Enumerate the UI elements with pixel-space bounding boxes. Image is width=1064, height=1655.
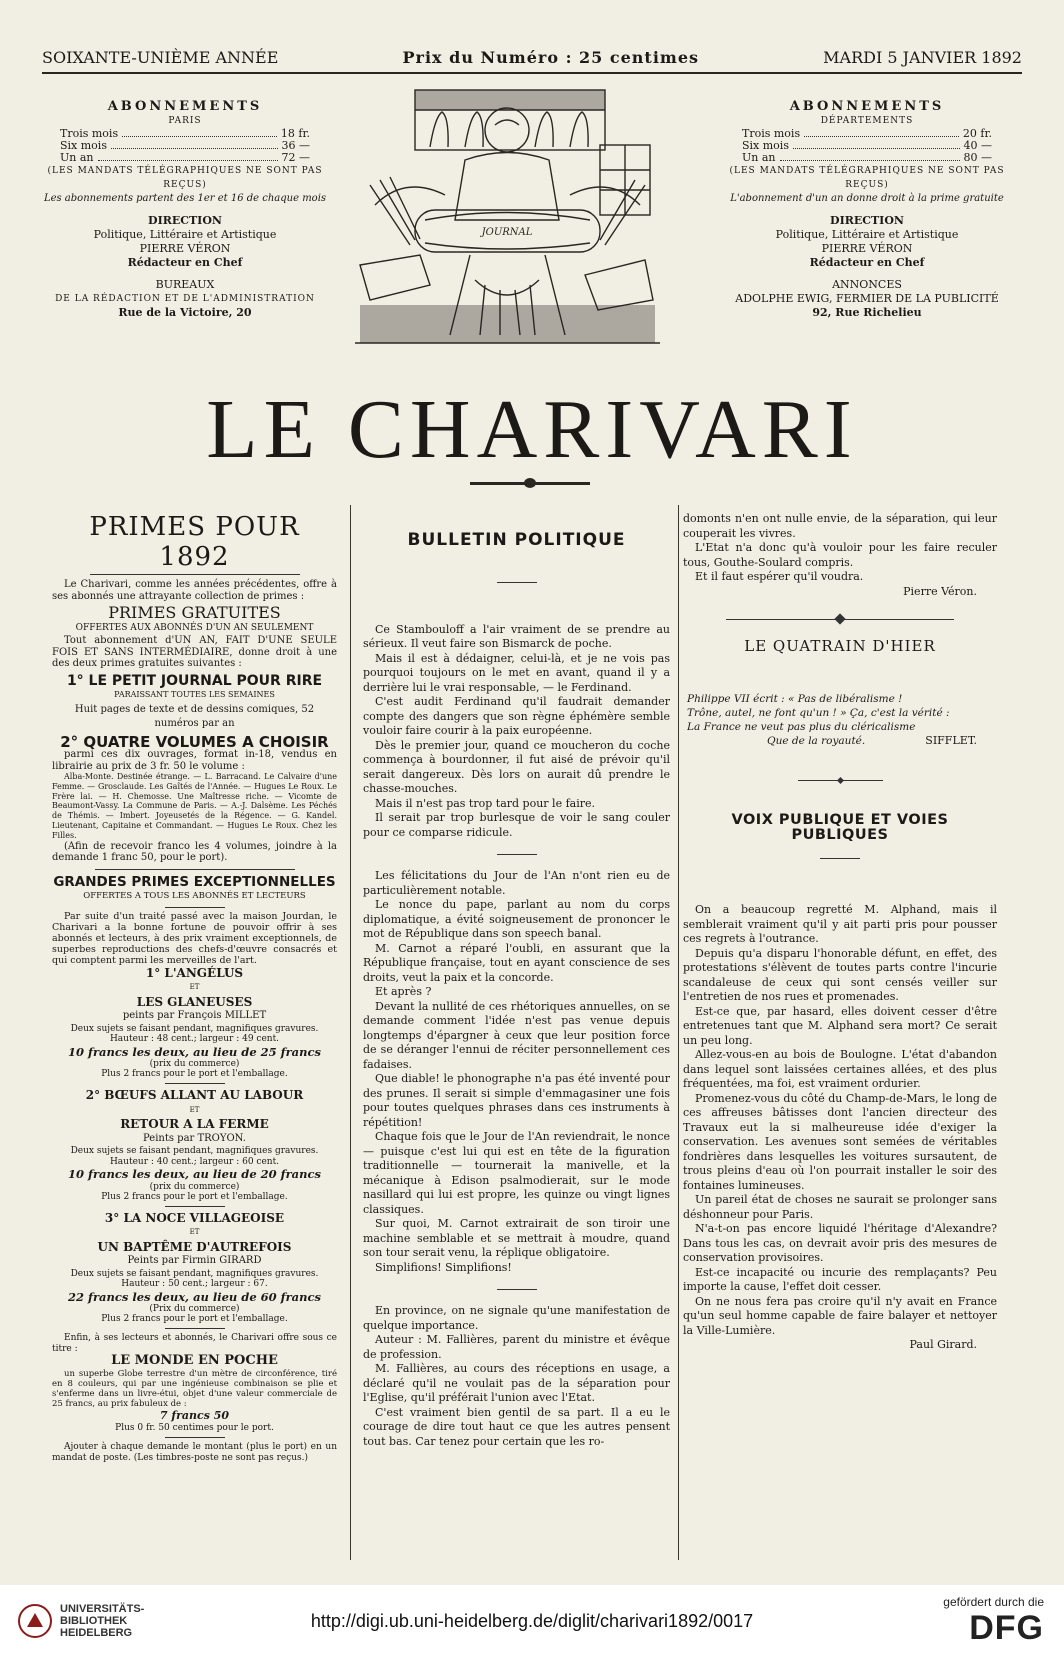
paragraph: Ce Stambouloff a l'air vraiment de se prendre au sérieux. Il veut faire son Bismarck de poche.: [363, 622, 670, 650]
g2-title-b: RETOUR A LA FERME: [120, 1117, 269, 1132]
dfg-logo-text: DFG: [969, 1609, 1044, 1647]
paragraph: Est-ce que, par hasard, elles doivent cesser d'être entretenues tant que M. Alphand sera mort? Ce serait un peu long.: [683, 1004, 997, 1047]
g1-text: Deux sujets se faisant pendant, magnifiques gravures. Hauteur : 48 cent.; largeur : 49 cent.: [70, 1023, 319, 1045]
price-label: Prix du Numéro : 25 centimes: [402, 47, 700, 67]
paragraph: Et après ?: [375, 985, 432, 998]
masthead-ornament: [524, 478, 536, 488]
paragraph: Il serait par trop burlesque de voir le sang couler pour ce comparse ridicule.: [363, 811, 670, 839]
verse-line: Que de la royauté.: [767, 734, 866, 747]
signature-girard: Paul Girard.: [909, 1338, 977, 1351]
annonces-title: ANNONCES: [832, 278, 902, 291]
price-row: Six mois 36 —: [60, 139, 310, 152]
prime2-note: (Afin de recevoir franco les 4 volumes, joindre à la demande 1 franc 50, pour le port).: [52, 840, 337, 864]
paragraph: On a beaucoup regretté M. Alphand, mais il semblerait vraiment qu'il y ait parti pris pour pousser ces regrets à l'outrance.: [683, 903, 997, 945]
verse-line: Philippe VII écrit : « Pas de libéralisme !: [687, 692, 903, 705]
illustration-journal-label: JOURNAL: [481, 227, 533, 238]
paragraph: M. Fallières, au cours des réceptions en usage, a déclaré qu'il ne voulait pas de la séparation pour l'Eglise, qu'il préférait l'union avec l'Etat.: [363, 1362, 670, 1404]
paragraph: Chaque fois que le Jour de l'An reviendrait, le nonce — puisque c'est lui qui est en tête de la figuration traditionnelle — tournerait la manivelle, et la mécanique à Edison psalmodierait, sur le mode nasillard qui lui est propre, les quinze ou vingt lignes classiques.: [363, 1130, 670, 1216]
paragraph: Dès le premier jour, quand ce moucheron du coche commença à bourdonner, il fut aisé de prévoir qu'il serait dangereux. Dès lors on aurait dû prendre le chasse-mouches.: [363, 738, 670, 795]
direction-name: PIERRE VÉRON: [139, 242, 231, 255]
g3-price: 22 francs les deux, au lieu de 60 francs: [68, 1289, 321, 1304]
paragraph: N'a-t-on pas encore liquidé l'héritage d'Alexandre? Dans tous les cas, on devrait avoir pris des mesures de conservation provisoires.: [683, 1222, 997, 1264]
monde-intro: Enfin, à ses lecteurs et abonnés, le Charivari offre sous ce titre :: [52, 1333, 337, 1354]
paragraph: Sur quoi, M. Carnot extrairait de son tiroir une machine semblable et se mettrait à moudre, quand son tour serait venu, la réplique obligatoire.: [363, 1217, 670, 1259]
annonces-line: ADOLPHE EWIG, FERMIER DE LA PUBLICITÉ: [735, 292, 999, 305]
direction-line: Politique, Littéraire et Artistique: [775, 228, 959, 241]
primes-final: Ajouter à chaque demande le montant (plus le port) en un mandat de poste. (Les timbres-poste ne sont pas reçus.): [52, 1442, 337, 1463]
monde-price: 7 francs 50: [159, 1408, 230, 1422]
column-bulletin: [363, 505, 670, 1449]
column-primes: [52, 512, 337, 1463]
price-row: Six mois 40 —: [742, 139, 992, 152]
column-right: [683, 512, 997, 1353]
newspaper-masthead: LE CHARIVARI: [206, 383, 858, 476]
paragraph: C'est vraiment bien gentil de sa part. Il a eu le courage de dire tout haut ce que les autres pensent tout bas. Car tenez pour certain que les ro-: [363, 1405, 670, 1448]
prime1-text: Huit pages de texte et de dessins comiques, 52 numéros par an: [74, 703, 315, 729]
g3-price-sub: (Prix du commerce): [149, 1304, 240, 1315]
gratuites-sub: OFFERTES AUX ABONNÉS D'UN AN SEULEMENT: [75, 622, 314, 633]
primes-intro: Le Charivari, comme les années précédentes, offre à ses abonnés une attrayante collection de primes :: [52, 579, 337, 602]
ornament-separator: [683, 778, 997, 783]
prime1-sub: PARAISSANT TOUTES LES SEMAINES: [114, 690, 275, 699]
gratuites-text: Tout abonnement d'UN AN, FAIT D'UNE SEULE FOIS ET SANS INTERMÉDIAIRE, donne droit à une des deux primes gratuites suivantes :: [52, 635, 337, 669]
grandes-title: GRANDES PRIMES EXCEPTIONNELLES: [53, 873, 336, 890]
g3-title: 3° LA NOCE VILLAGEOISE: [104, 1210, 285, 1225]
monde-text: un superbe Globe terrestre d'un mètre de circonférence, tiré en 8 couleurs, qui par une ingénieuse combinaison se plie et s'enferme dans un livre-étui, objet d'une valeur commerciale de 25 francs, au prix fabuleux de :: [52, 1368, 337, 1409]
g3-author: Peints par Firmin GIRARD: [127, 1255, 262, 1267]
g2-author: Peints par TROYON.: [143, 1132, 246, 1144]
price-row: Un an 80 —: [742, 151, 992, 164]
abo-title: ABONNEMENTS: [789, 99, 945, 114]
prime2-text: parmi ces dix ouvrages, format in-18, vendus en librairie au prix de 3 fr. 50 le volume :: [52, 749, 337, 772]
price-row: Un an 72 —: [60, 151, 310, 164]
g2-port: Plus 2 francs pour le port et l'emballage.: [101, 1191, 288, 1202]
monde-port: Plus 0 fr. 50 centimes pour le port.: [115, 1423, 274, 1434]
direction-name: PIERRE VÉRON: [821, 242, 913, 255]
paragraph: En province, on ne signale qu'une manifestation de quelque importance.: [363, 1304, 670, 1332]
paragraph: Le nonce du pape, parlant au nom du corps diplomatique, a évité soigneusement de prononcer le mot de République dans son speech banal.: [363, 898, 670, 940]
annonces-address: 92, Rue Richelieu: [812, 306, 922, 319]
gratuites-title: PRIMES GRATUITES: [108, 603, 281, 622]
library-name-line: UNIVERSITÄTS-: [60, 1603, 145, 1615]
g1-port: Plus 2 francs pour le port et l'emballage.: [101, 1069, 288, 1080]
paragraph: Et il faut espérer qu'il voudra.: [695, 570, 864, 583]
bulletin-title: BULLETIN POLITIQUE: [407, 530, 626, 550]
grandes-sub: OFFERTES A TOUS LES ABONNÉS ET LECTEURS: [83, 891, 306, 902]
voix-title: VOIX PUBLIQUE ET VOIES PUBLIQUES: [731, 812, 949, 843]
g3-text: Deux sujets se faisant pendant, magnifiques gravures. Hauteur : 50 cent.; largeur : 67.: [70, 1268, 319, 1290]
grandes-text: Par suite d'un traité passé avec la maison Jourdan, le Charivari a la bonne fortune de pouvoir offrir à ses abonnés et lecteurs, à des prix vraiment exceptionnels, de superbes reproductions des chefs-d'œuvre consacrés et qui comptent parmi les merveilles de l'art.: [52, 910, 337, 966]
direction-role: Rédacteur en Chef: [809, 256, 925, 269]
abo-note: (LES MANDATS TÉLÉGRAPHIQUES NE SONT PAS REÇUS): [729, 166, 1005, 190]
column-divider: [678, 505, 679, 1560]
abo-note: (LES MANDATS TÉLÉGRAPHIQUES NE SONT PAS REÇUS): [47, 166, 323, 190]
bureaux-title: BUREAUX: [155, 278, 215, 291]
paragraph: Auteur : M. Fallières, parent du ministre et évêque de profession.: [363, 1333, 670, 1361]
paragraph: L'Etat n'a donc qu'à vouloir pour les faire reculer tous, Gouthe-Soulard compris.: [683, 541, 997, 569]
g1-title-b: LES GLANEUSES: [136, 994, 253, 1009]
abo-sub: DÉPARTEMENTS: [820, 116, 914, 126]
paragraph: On ne nous fera pas croire qu'il n'y avait en France qu'un seul homme capable de faire balayer et nettoyer la Ville-Lumière.: [683, 1294, 997, 1337]
primes-title: PRIMES POUR 1892: [89, 512, 300, 572]
signature-sifflet: SIFFLET.: [925, 733, 977, 747]
abo-italic: L'abonnement d'un an donne droit à la prime gratuite: [730, 193, 1004, 204]
monde-title: LE MONDE EN POCHE: [111, 1353, 278, 1369]
paragraph: domonts n'en ont nulle envie, de la séparation, qui leur couperait les vivres.: [683, 512, 997, 540]
g2-text: Deux sujets se faisant pendant, magnifiques gravures. Hauteur : 40 cent.; largeur : 60 cent.: [70, 1146, 319, 1167]
date-label: MARDI 5 JANVIER 1892: [823, 47, 1022, 67]
g2-price-sub: (prix du commerce): [149, 1181, 240, 1192]
year-label: SOIXANTE-UNIÈME ANNÉE: [42, 47, 279, 67]
paragraph: Allez-vous-en au bois de Boulogne. L'état d'abandon dans lequel sont laissées certaines allées, et des plus fréquentées, ma foi, est vraiment ordurier.: [683, 1048, 997, 1090]
prime2-title: 2° QUATRE VOLUMES A CHOISIR: [60, 732, 329, 751]
g1-author: peints par François MILLET: [122, 1010, 267, 1022]
paragraph: Mais il est à dédaigner, celui-là, et je ne vois pas pourquoi toujours on le met en avant, quand il y a derrière lui le vrai responsable, — le Ferdinand.: [363, 651, 670, 694]
g1-title: 1° L'ANGÉLUS: [145, 965, 244, 980]
signature-veron: Pierre Véron.: [903, 584, 977, 598]
et-label: ET: [189, 1105, 200, 1114]
bureaux-sub: DE LA RÉDACTION ET DE L'ADMINISTRATION: [55, 294, 315, 304]
g3-title-b: UN BAPTÊME D'AUTREFOIS: [97, 1239, 292, 1254]
dfg-funding-logo[interactable]: [943, 1595, 1044, 1647]
paragraph: Est-ce incapacité ou incurie des remplaçants? Peu importe la cause, l'effet doit cesser.: [683, 1265, 997, 1293]
digitization-footer: [0, 1585, 1064, 1655]
g2-title: 2° BŒUFS ALLANT AU LABOUR: [85, 1088, 304, 1103]
paragraph: Les félicitations du Jour de l'An n'ont rien eu de particulièrement notable.: [363, 869, 670, 897]
verse-line: Trône, autel, ne font qu'un ! » Ça, c'est la vérité :: [687, 706, 950, 719]
paragraph: M. Carnot a réparé l'oubli, en assurant que la République française, tout en ayant conscience de ses droits, veut la paix et la concorde.: [363, 941, 670, 984]
g1-price: 10 francs les deux, au lieu de 25 francs: [68, 1044, 321, 1059]
g1-price-sub: (prix du commerce): [149, 1059, 240, 1070]
paragraph: Depuis qu'a disparu l'honorable défunt, en effet, des protestations s'élèvent de toutes parts contre l'incurie scandaleuse de ceux qui sont censés veiller sur l'entretien de nos rues et promenades.: [683, 946, 997, 1003]
top-header-bar: [42, 42, 1022, 74]
paragraph: Que diable! le phonographe n'a pas été inventé pour des prunes. Il serait si simple d'emmagasiner une fois pour toutes quelques phrases dans ces instruments à répétition!: [363, 1072, 670, 1129]
masthead-illustration: [355, 85, 660, 350]
library-name-line: HEIDELBERG: [60, 1627, 133, 1639]
abo-sub: PARIS: [168, 116, 202, 126]
paragraph: Simplifions! Simplifions!: [375, 1260, 512, 1274]
price-row: Trois mois 18 fr.: [60, 127, 310, 140]
et-label: ET: [189, 1228, 200, 1237]
paragraph: C'est audit Ferdinand qu'il faudrait demander compte des dangers que son règne éphémère semble vouloir faire courir à la paix européenne.: [363, 695, 670, 737]
direction-title: DIRECTION: [148, 214, 222, 227]
subscriptions-departements: [722, 100, 1012, 320]
digitization-url-link[interactable]: http://digi.ub.uni-heidelberg.de/diglit/charivari1892/0017: [310, 1611, 754, 1631]
subscriptions-paris: [40, 100, 330, 320]
verse-line: La France ne veut pas plus du cléricalisme: [687, 720, 916, 733]
prime2-list: Alba-Monte. Destinée étrange. — L. Barracand. Le Calvaire d'une Femme. — Grosclaude. Les Gaîtés de l'Année. — Hugues Le Roux. Le Frère lai. — H. Chemosse. Une Maîtresse riche. — Vicomte de Beaumont-Vassy. La Commune de Paris. — A.-J. Dalsème. Les Péchés de Thémis. — Imbert. Joyeusetés de la Régence. — G. Kandel. Lieutenant, Capitaine et Commandant. — Hugues Le Roux. Chez les Filles.: [52, 772, 337, 840]
library-name-line: BIBLIOTHEK: [60, 1615, 128, 1627]
prime1-title: 1° LE PETIT JOURNAL POUR RIRE: [66, 672, 323, 689]
price-row: Trois mois 20 fr.: [742, 127, 992, 140]
ornament-separator: [683, 615, 997, 623]
column-divider: [350, 505, 351, 1560]
paragraph: Promenez-vous du côté du Champ-de-Mars, le long de ces affreuses bâtisses dont l'ancien directeur des Travaux eut la si malheureuse idée d'exiger la conservation. Les avenues sont semées de véritables fondrières dans lesquelles les voitures sursautent, de trous pleins d'eau où l'on pourrait installer le soir des fontaines lumineuses.: [683, 1091, 997, 1192]
bureaux-address: Rue de la Victoire, 20: [118, 306, 252, 319]
g2-price: 10 francs les deux, au lieu de 20 francs: [68, 1167, 321, 1182]
direction-line: Politique, Littéraire et Artistique: [93, 228, 277, 241]
direction-title: DIRECTION: [830, 214, 904, 227]
dfg-caption: gefördert durch die: [943, 1595, 1044, 1609]
paragraph: Devant la nullité de ces rhétoriques annuelles, on se demande comment l'idée n'est pas venue depuis longtemps d'épargner à ceux que leur position force de se déranger l'ennui de réciter personnellement ces fadaises.: [363, 999, 670, 1071]
paragraph: Un pareil état de choses ne saurait se prolonger sans déshonneur pour Paris.: [683, 1193, 997, 1221]
paragraph: Mais il n'est pas trop tard pour le faire.: [375, 796, 595, 810]
quatrain-title: LE QUATRAIN D'HIER: [744, 637, 936, 655]
et-label: ET: [189, 983, 200, 992]
g3-port: Plus 2 francs pour le port et l'emballage.: [101, 1314, 288, 1325]
direction-role: Rédacteur en Chef: [127, 256, 243, 269]
abo-title: ABONNEMENTS: [107, 99, 263, 114]
abo-italic: Les abonnements partent des 1er et 16 de chaque mois: [43, 193, 327, 204]
